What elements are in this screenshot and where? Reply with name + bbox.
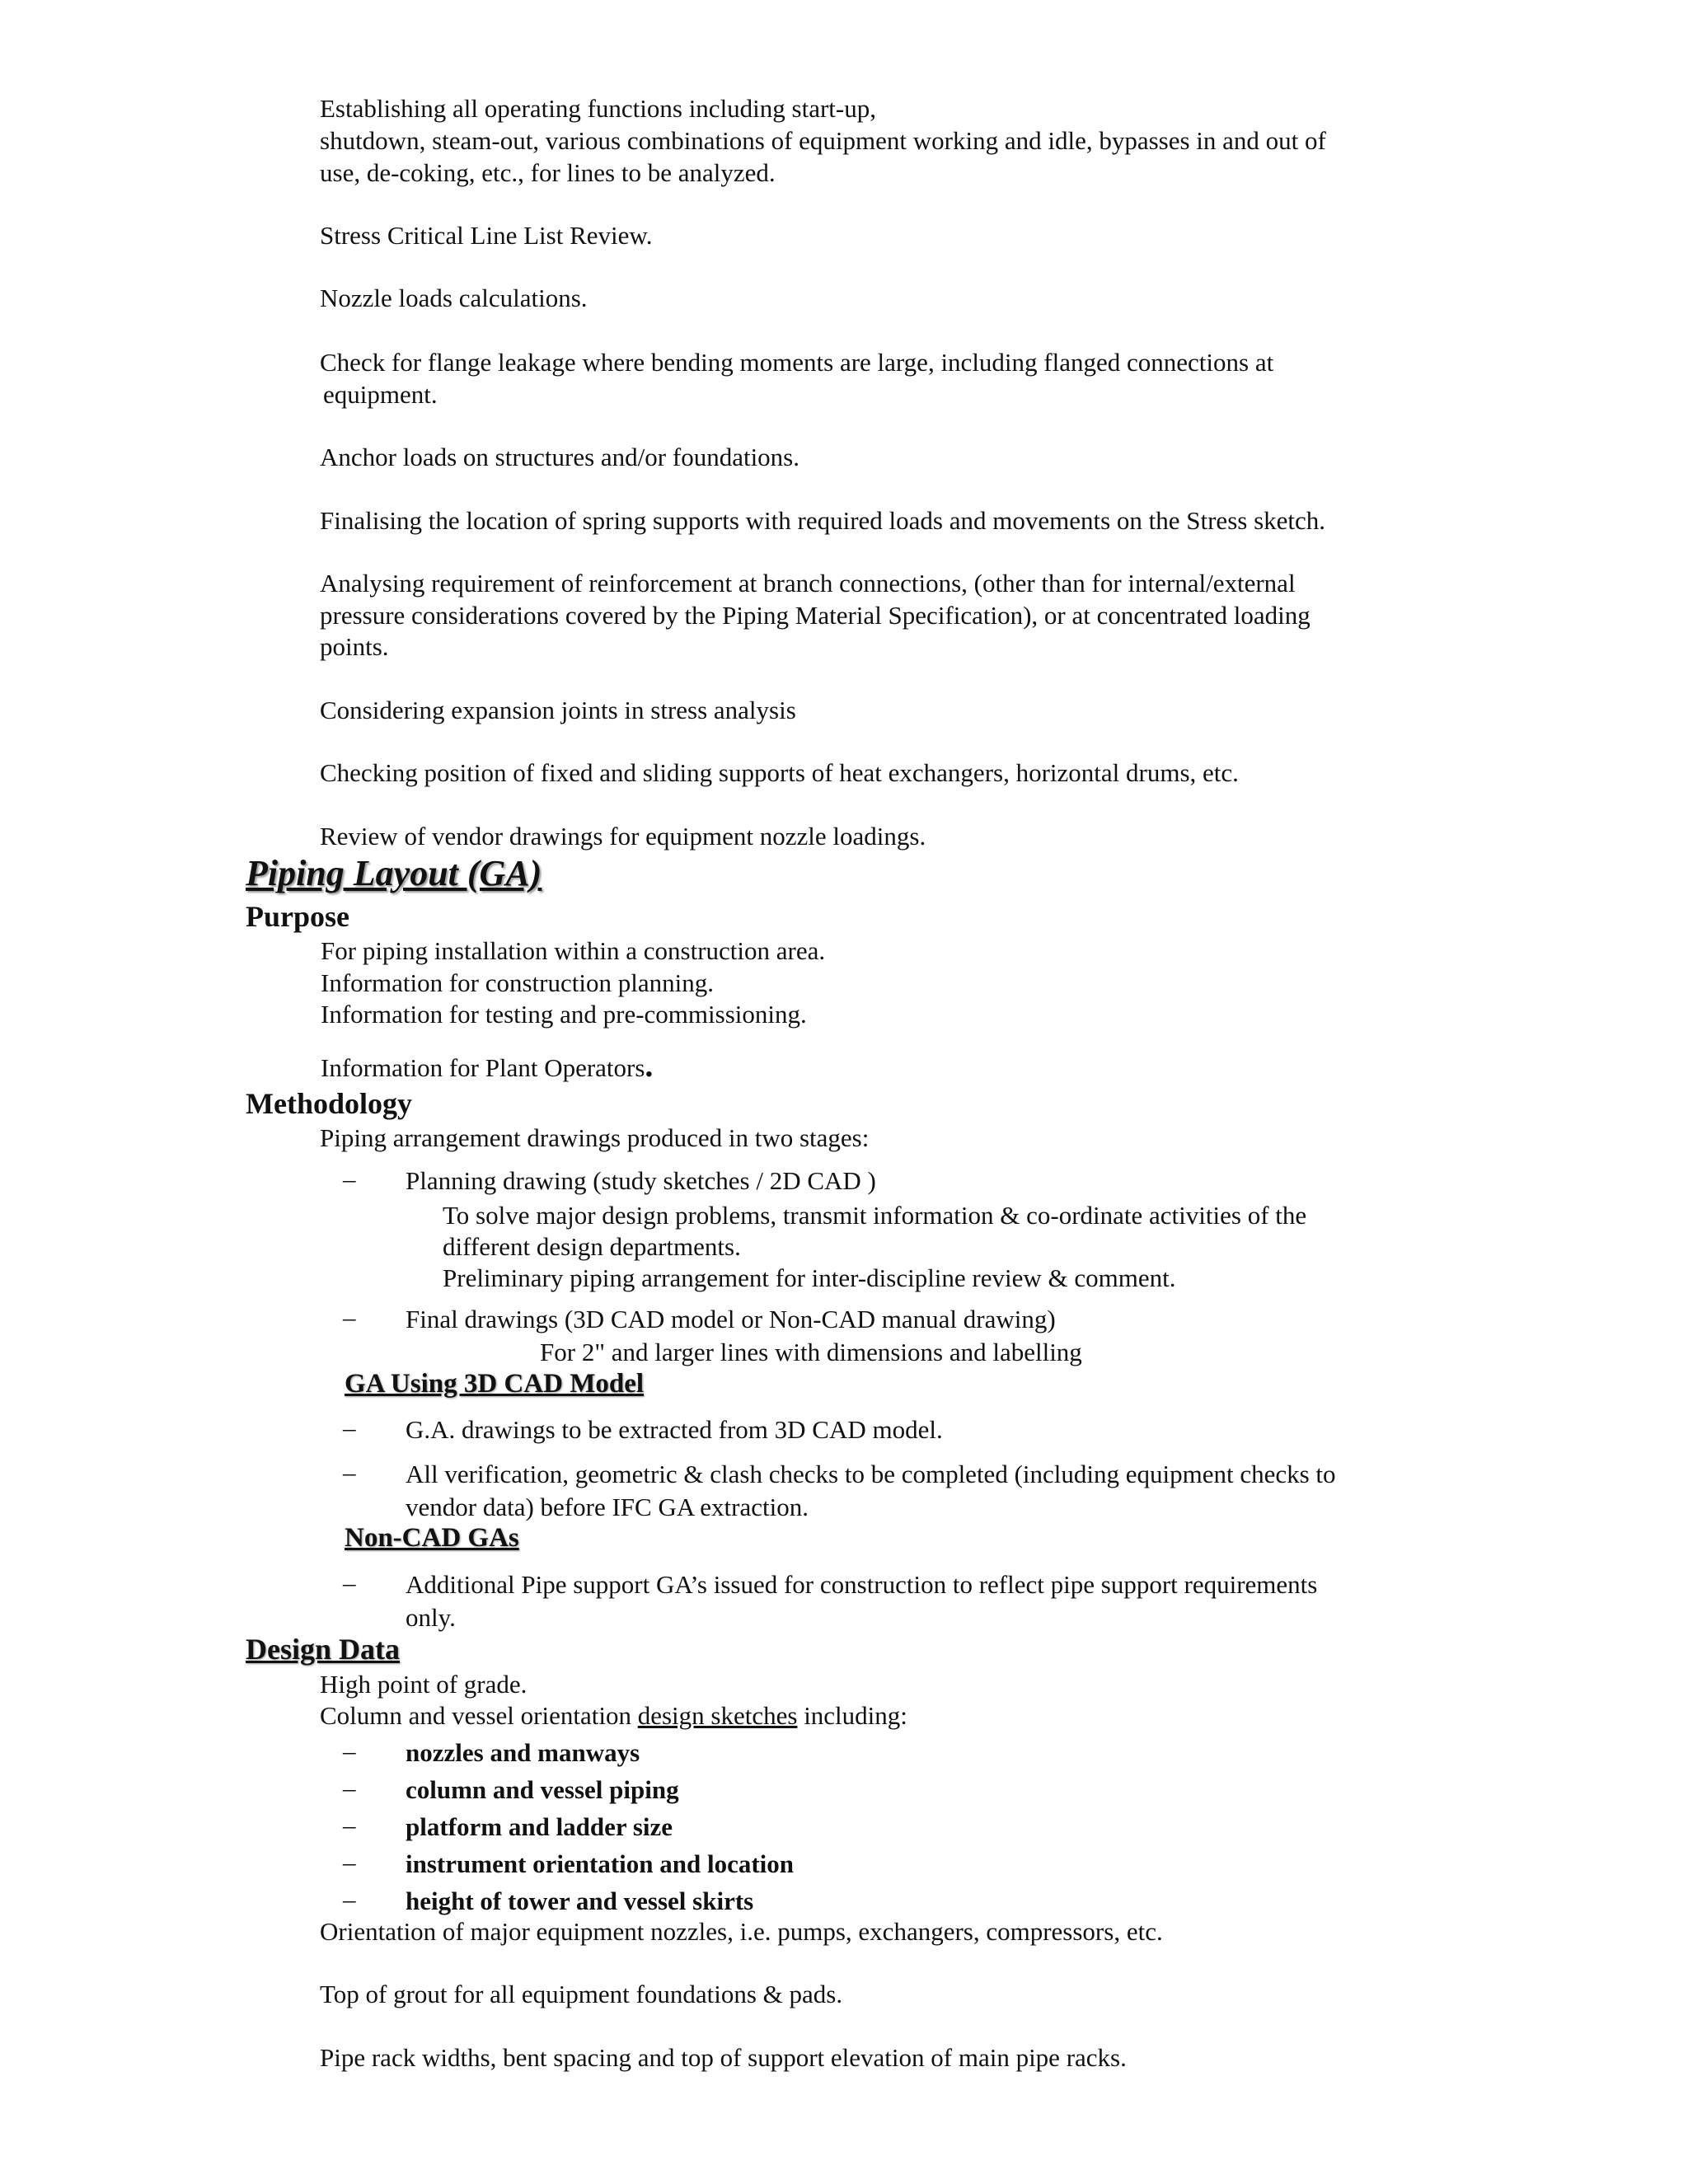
design-data-bold-item: column and vessel piping bbox=[406, 1775, 679, 1804]
dash-bullet: – bbox=[343, 1568, 356, 1597]
design-data-line bbox=[320, 1700, 907, 1732]
stage-planning-detail: Preliminary piping arrangement for inter-discipline review & comment. bbox=[443, 1263, 1176, 1292]
design-sketches-link: design sketches bbox=[637, 1701, 798, 1730]
stage-final: Final drawings (3D CAD model or Non-CAD manual drawing) bbox=[406, 1305, 1056, 1333]
noncad-heading: Non-CAD GAs bbox=[345, 1523, 519, 1553]
intro-line: Establishing all operating functions including start-up, bbox=[320, 94, 876, 123]
intro-line: points. bbox=[320, 632, 389, 661]
intro-line: Nozzle loads calculations. bbox=[320, 284, 588, 312]
intro-line: use, de-coking, etc., for lines to be analyzed. bbox=[320, 158, 776, 187]
stage-planning-detail: To solve major design problems, transmit information & co-ordinate activities of the bbox=[443, 1201, 1307, 1230]
dash-bullet: – bbox=[343, 1736, 356, 1765]
design-data-bold-item: nozzles and manways bbox=[406, 1738, 640, 1767]
intro-line: pressure considerations covered by the Piping Material Specification), or at concentrated loading bbox=[320, 601, 1311, 630]
purpose-item: For piping installation within a construction area. bbox=[321, 936, 826, 965]
stage-planning: Planning drawing (study sketches / 2D CAD ) bbox=[406, 1166, 876, 1195]
intro-line: Analysing requirement of reinforcement at branch connections, (other than for internal/external bbox=[320, 569, 1296, 598]
intro-line: Check for flange leakage where bending moments are large, including flanged connections at bbox=[320, 348, 1274, 377]
purpose-item bbox=[321, 1047, 654, 1084]
intro-line: Considering expansion joints in stress analysis bbox=[320, 696, 796, 724]
design-data-bold-item: platform and ladder size bbox=[406, 1812, 673, 1841]
intro-line: Stress Critical Line List Review. bbox=[320, 221, 653, 250]
stage-final-detail: For 2" and larger lines with dimensions and labelling bbox=[540, 1338, 1082, 1366]
noncad-item: Additional Pipe support GA’s issued for construction to reflect pipe support requirements bbox=[406, 1570, 1318, 1599]
intro-line: equipment. bbox=[323, 380, 438, 409]
design-data-line: Orientation of major equipment nozzles, i.e. pumps, exchangers, compressors, etc. bbox=[320, 1917, 1163, 1946]
dash-bullet: – bbox=[343, 1848, 356, 1877]
design-data-text: Column and vessel orientation bbox=[320, 1701, 638, 1730]
cad-item: G.A. drawings to be extracted from 3D CAD model. bbox=[406, 1415, 943, 1444]
dash-bullet: – bbox=[343, 1885, 356, 1914]
purpose-item: Information for construction planning. bbox=[321, 968, 714, 997]
design-data-text: including: bbox=[797, 1701, 907, 1730]
section-title: Piping Layout (GA) bbox=[246, 853, 542, 893]
cad-item: All verification, geometric & clash checks to be completed (including equipment checks to bbox=[406, 1460, 1336, 1488]
design-data-heading: Design Data bbox=[246, 1633, 400, 1666]
cad-heading: GA Using 3D CAD Model bbox=[345, 1369, 645, 1399]
intro-line: Anchor loads on structures and/or foundations. bbox=[320, 443, 799, 471]
dash-bullet: – bbox=[343, 1165, 356, 1193]
purpose-item: Information for testing and pre-commissioning. bbox=[321, 1000, 807, 1029]
dash-bullet: – bbox=[343, 1811, 356, 1840]
dash-bullet: – bbox=[343, 1458, 356, 1487]
design-data-line: Pipe rack widths, bent spacing and top of support elevation of main pipe racks. bbox=[320, 2043, 1127, 2072]
design-data-line: High point of grade. bbox=[320, 1670, 528, 1699]
cad-item: vendor data) before IFC GA extraction. bbox=[406, 1493, 809, 1521]
intro-line: Checking position of fixed and sliding supports of heat exchangers, horizontal drums, etc. bbox=[320, 758, 1239, 787]
design-data-bold-item: height of tower and vessel skirts bbox=[406, 1886, 754, 1915]
methodology-heading: Methodology bbox=[246, 1087, 412, 1120]
period-mark: . bbox=[645, 1047, 654, 1084]
methodology-intro: Piping arrangement drawings produced in two stages: bbox=[320, 1123, 870, 1152]
noncad-item: only. bbox=[406, 1603, 456, 1632]
intro-line: shutdown, steam-out, various combinations of equipment working and idle, bypasses in and out of bbox=[320, 126, 1326, 155]
stage-planning-detail: different design departments. bbox=[443, 1232, 741, 1261]
purpose-heading: Purpose bbox=[246, 900, 349, 933]
purpose-item-text: Information for Plant Operators bbox=[321, 1053, 645, 1082]
dash-bullet: – bbox=[343, 1413, 356, 1442]
design-data-bold-item: instrument orientation and location bbox=[406, 1849, 795, 1878]
intro-line: Review of vendor drawings for equipment nozzle loadings. bbox=[320, 822, 926, 851]
design-data-line: Top of grout for all equipment foundations & pads. bbox=[320, 1980, 843, 2008]
dash-bullet: – bbox=[343, 1303, 356, 1332]
dash-bullet: – bbox=[343, 1774, 356, 1802]
intro-line: Finalising the location of spring supports with required loads and movements on the Stress sketch. bbox=[320, 506, 1326, 535]
